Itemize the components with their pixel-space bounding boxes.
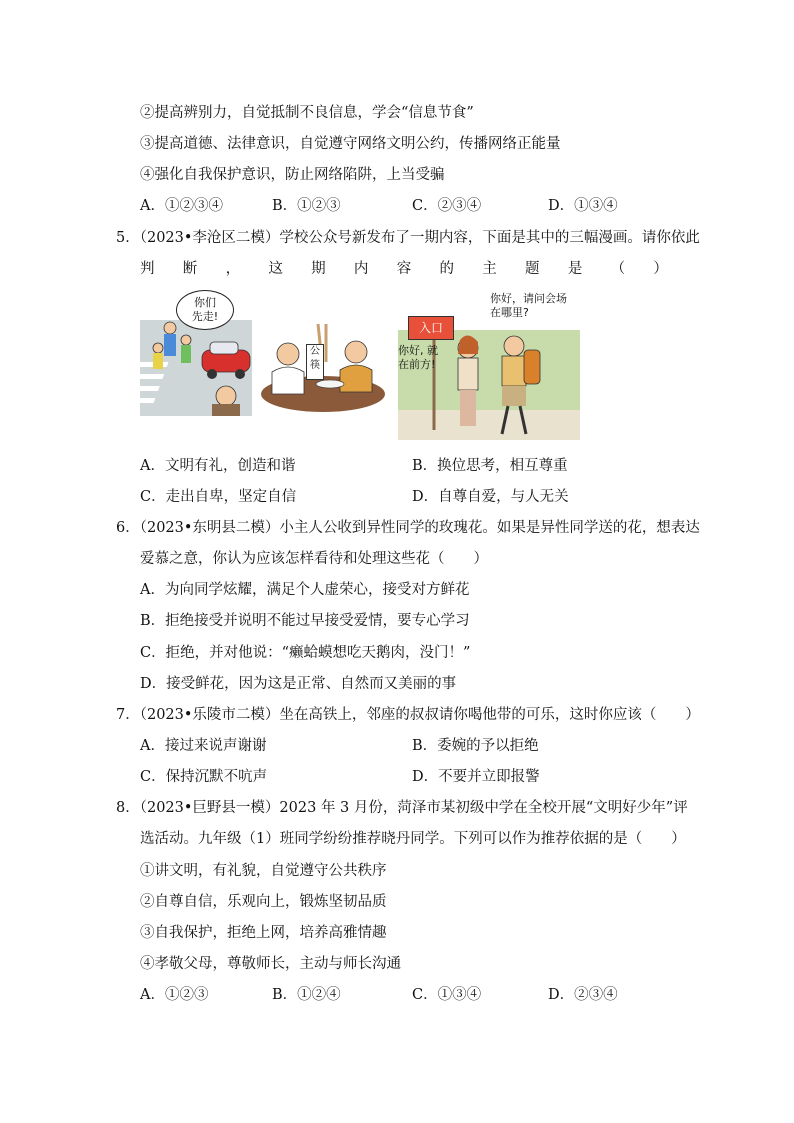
q4-option-b: B．①②③: [272, 198, 341, 214]
q5-stem-char: （: [610, 261, 626, 277]
q6-stem-line2: 爱慕之意，你认为应该怎样看待和处理这些花（ ）: [140, 551, 488, 567]
q4-item-3: ③提高道德、法律意识，自觉遵守网络文明公约，传播网络正能量: [140, 136, 561, 152]
comic1-speech-bubble: 你们 先走!: [176, 290, 234, 330]
q8-item-4: ④孝敬父母，尊敬师长，主动与师长沟通: [140, 956, 401, 972]
q7-option-a: A．接过来说声谢谢: [140, 738, 267, 754]
q4-option-c: C．②③④: [412, 198, 482, 214]
q6-option-b: B．拒绝接受并说明不能过早接受爱情，要专心学习: [140, 613, 470, 629]
q8-option-c: C．①③④: [412, 987, 482, 1003]
q5-stem-char: 断: [182, 261, 198, 277]
q6-option-c: C．拒绝，并对他说：“癞蛤蟆想吃天鹅肉，没门！”: [140, 645, 471, 661]
q8-item-3: ③自我保护，拒绝上网，培养高雅情趣: [140, 925, 387, 941]
q5-stem-char: 这: [268, 261, 283, 277]
q6-stem-line1: 6．（2023•东明县二模）小主人公收到异性同学的玫瑰花。如果是异性同学送的花，想表达: [116, 520, 700, 536]
q6-option-a: A．为向同学炫耀，满足个人虚荣心，接受对方鲜花: [140, 582, 470, 598]
q5-stem-char: ，: [225, 261, 241, 277]
q5-stem-char: 是: [567, 261, 583, 277]
q5-stem-char: ）: [653, 261, 668, 277]
q8-option-a: A．①②③: [140, 987, 209, 1003]
q5-stem-line2: [140, 259, 668, 279]
q4-item-4: ④强化自我保护意识，防止网络陷阱，上当受骗: [140, 167, 445, 183]
comic-crosswalk: [140, 292, 252, 416]
q4-option-a: A．①②③④: [140, 198, 223, 214]
q8-stem-line1: 8．（2023•巨野县一模）2023 年 3 月份，菏泽市某初级中学在全校开展“文明好少年”评: [116, 800, 688, 816]
q5-stem-char: 的: [439, 261, 454, 277]
q4-item-2: ②提高辨别力，自觉抵制不良信息，学会“信息节食”: [140, 105, 474, 121]
comic-asking-directions: [398, 290, 580, 440]
comic3-question-text: 你好，请问会场 在哪里?: [490, 292, 567, 319]
q5-stem-char: 容: [396, 261, 412, 277]
q7-option-c: C．保持沉默不吭声: [140, 769, 268, 785]
q7-option-d: D．不要并立即报警: [412, 769, 540, 785]
q5-stem-char: 期: [311, 261, 326, 277]
public-chopsticks-card: 公 筷: [306, 344, 324, 380]
comic-public-chopsticks: [258, 322, 388, 414]
q7-stem-line1: 7．（2023•乐陵市二模）坐在高铁上，邻座的叔叔请你喝他带的可乐，这时你应该（ ）: [116, 707, 700, 723]
q8-option-b: B．①②④: [272, 987, 341, 1003]
comic3-answer-text: 你好, 就 在前方!: [398, 344, 438, 371]
q8-item-2: ②自尊自信，乐观向上，锻炼坚韧品质: [140, 894, 387, 910]
q5-stem-char: 内: [353, 261, 369, 277]
q5-stem-line1: 5．（2023•李沧区二模）学校公众号新发布了一期内容，下面是其中的三幅漫画。请你依此: [116, 230, 700, 246]
q5-stem-char: 题: [525, 261, 540, 277]
entrance-sign: 入口: [408, 316, 454, 340]
q5-option-c: C．走出自卑，坚定自信: [140, 489, 297, 505]
q6-option-d: D．接受鲜花，因为这是正常、自然而又美丽的事: [140, 676, 457, 692]
q7-option-b: B．委婉的予以拒绝: [412, 738, 539, 754]
q5-stem-char: 判: [140, 261, 155, 277]
q8-option-d: D．②③④: [548, 987, 618, 1003]
q8-item-1: ①讲文明，有礼貌，自觉遵守公共秩序: [140, 863, 387, 879]
q5-option-d: D．自尊自爱，与人无关: [412, 489, 569, 505]
q5-option-b: B．换位思考，相互尊重: [412, 458, 568, 474]
q8-stem-line2: 选活动。九年级（1）班同学纷纷推荐晓丹同学。下列可以作为推荐依据的是（ ）: [140, 831, 686, 847]
q5-option-a: A．文明有礼，创造和谐: [140, 458, 296, 474]
q4-option-d: D．①③④: [548, 198, 618, 214]
q5-stem-char: 主: [482, 261, 497, 277]
